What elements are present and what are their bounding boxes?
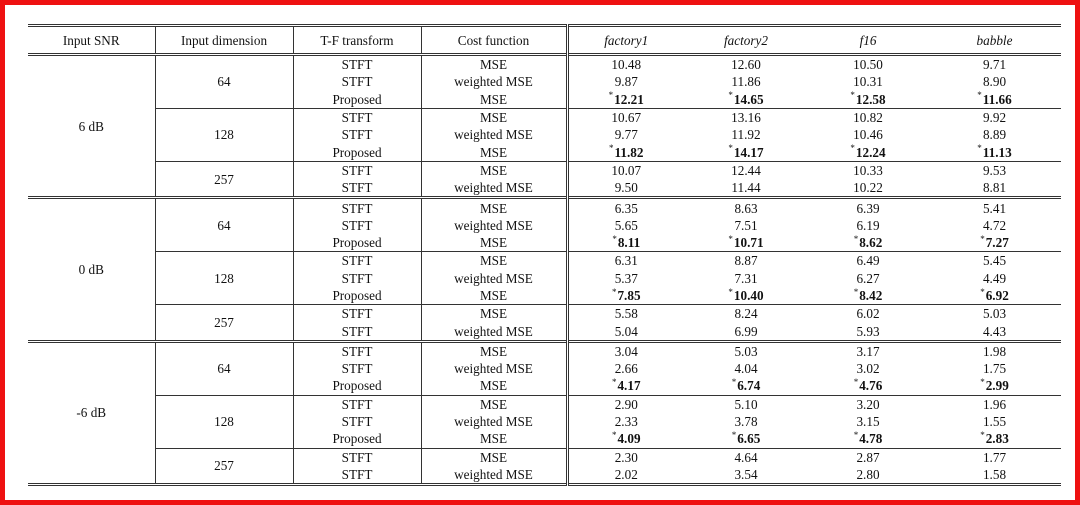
value-cell: 8.87	[684, 252, 808, 270]
value-text: 8.11	[617, 235, 641, 251]
cost-cell: MSE	[421, 305, 567, 323]
value-cell: 3.15	[856, 414, 880, 430]
value-cell: 6.27	[856, 270, 880, 286]
dimension-cell: 128	[155, 252, 293, 305]
best-marker: *	[608, 90, 614, 101]
cost-cell: weighted MSE	[421, 466, 567, 485]
cost-cell: weighted MSE	[421, 360, 567, 377]
value-cell: 10.48	[611, 57, 642, 73]
value-cell: 13.16	[684, 108, 808, 126]
value-cell: 2.90	[567, 395, 684, 413]
value-cell: 4.43	[982, 323, 1007, 339]
value-text: 6.92	[985, 288, 1009, 303]
best-marker: *	[609, 143, 614, 154]
value-cell: 4.64	[684, 448, 808, 466]
value-text: 11.66	[982, 91, 1012, 107]
value-cell	[567, 287, 684, 305]
transform-cell: STFT	[293, 395, 421, 413]
value-cell: 10.33	[808, 161, 928, 179]
transform-cell: STFT	[293, 217, 421, 234]
cost-cell: weighted MSE	[421, 126, 567, 143]
dimension-cell: 64	[155, 341, 293, 395]
value-text: 4.17	[617, 378, 641, 394]
cost-cell: MSE	[421, 234, 567, 252]
best-marker: *	[977, 143, 982, 154]
snr-cell: 0 dB	[28, 198, 155, 341]
best-marker: *	[612, 233, 617, 244]
best-marker: *	[977, 90, 982, 101]
cost-cell: MSE	[421, 341, 567, 360]
value-cell: 8.24	[684, 305, 808, 323]
value-cell: 2.80	[856, 466, 880, 482]
value-cell: 11.44	[731, 180, 761, 196]
value-cell: 8.63	[734, 200, 758, 216]
value-cell: 6.49	[808, 252, 928, 270]
value-text: 6.65	[737, 431, 761, 447]
dimension-cell: 128	[155, 395, 293, 448]
table-row	[28, 198, 1061, 217]
value-cell: 2.87	[808, 448, 928, 466]
best-marker: *	[980, 377, 985, 388]
cost-cell: MSE	[421, 448, 567, 466]
table-row	[28, 161, 1061, 179]
snr-cell: 6 dB	[28, 55, 155, 198]
transform-cell: STFT	[293, 341, 421, 360]
col-header-input-dimension: Input dimension	[155, 26, 293, 55]
table-row	[28, 252, 1061, 270]
value-cell: 5.41	[982, 200, 1007, 216]
value-cell	[928, 91, 1061, 109]
value-cell	[808, 234, 928, 252]
cost-cell: MSE	[421, 377, 567, 395]
value-cell: 9.50	[614, 180, 638, 196]
value-cell: 9.92	[928, 108, 1061, 126]
value-cell: 5.03	[928, 305, 1061, 323]
value-cell: 1.75	[982, 361, 1007, 377]
value-cell: 1.55	[982, 414, 1007, 430]
table-row	[28, 55, 1061, 74]
value-cell: 6.02	[808, 305, 928, 323]
value-text: 7.27	[985, 235, 1009, 251]
best-marker: *	[850, 143, 855, 154]
cost-cell: weighted MSE	[421, 413, 567, 430]
value-text: 12.24	[855, 144, 886, 160]
value-cell: 10.31	[853, 74, 883, 90]
transform-cell: STFT	[293, 73, 421, 90]
cost-cell: weighted MSE	[421, 179, 567, 198]
value-cell: 9.87	[614, 74, 638, 90]
cost-cell: MSE	[421, 430, 567, 448]
value-cell: 8.90	[982, 74, 1007, 90]
value-text: 6.74	[737, 378, 761, 394]
value-text: 4.76	[859, 378, 883, 394]
best-marker: *	[853, 233, 859, 244]
value-cell	[684, 287, 808, 305]
value-cell	[808, 91, 928, 109]
best-marker: *	[731, 377, 737, 388]
table-row	[28, 108, 1061, 126]
value-cell: 5.45	[928, 252, 1061, 270]
value-cell: 2.02	[614, 466, 638, 482]
table-row	[28, 448, 1061, 466]
value-cell: 12.44	[684, 161, 808, 179]
dimension-cell: 257	[155, 305, 293, 342]
value-cell: 3.20	[808, 395, 928, 413]
value-cell: 5.65	[614, 217, 638, 233]
value-cell: 1.98	[982, 343, 1007, 359]
value-cell: 2.33	[614, 414, 638, 430]
value-cell	[684, 143, 808, 161]
best-marker: *	[850, 90, 855, 101]
value-cell: 11.86	[731, 74, 761, 90]
value-text: 11.82	[614, 144, 644, 160]
value-cell: 8.89	[982, 127, 1007, 143]
value-text: 8.62	[859, 235, 883, 251]
best-marker: *	[853, 429, 859, 440]
value-cell	[567, 234, 684, 252]
transform-cell: Proposed	[293, 143, 421, 161]
value-text: 2.83	[985, 431, 1009, 447]
transform-cell: STFT	[293, 161, 421, 179]
value-cell: 4.04	[734, 361, 758, 377]
transform-cell: STFT	[293, 270, 421, 287]
value-cell: 3.17	[856, 343, 880, 359]
transform-cell: STFT	[293, 108, 421, 126]
value-cell: 5.04	[614, 323, 638, 339]
best-marker: *	[728, 143, 733, 154]
best-marker: *	[728, 286, 733, 297]
col-header-factory1: factory1	[604, 32, 649, 48]
value-text: 14.65	[733, 91, 764, 107]
cost-cell: weighted MSE	[421, 73, 567, 90]
value-cell: 7.51	[734, 217, 758, 233]
col-header-factory2: factory2	[724, 32, 768, 48]
value-cell: 3.02	[856, 361, 880, 377]
transform-cell: STFT	[293, 305, 421, 323]
cost-cell: MSE	[421, 91, 567, 109]
best-marker: *	[611, 429, 617, 440]
value-cell: 6.19	[856, 217, 880, 233]
value-cell: 10.67	[567, 108, 684, 126]
value-cell	[928, 143, 1061, 161]
value-cell: 12.60	[731, 57, 761, 73]
value-cell: 1.96	[928, 395, 1061, 413]
value-cell: 9.53	[928, 161, 1061, 179]
value-cell: 3.04	[614, 343, 638, 359]
dimension-cell: 128	[155, 108, 293, 161]
value-cell: 10.50	[853, 57, 883, 73]
value-cell: 2.30	[567, 448, 684, 466]
value-cell: 5.03	[734, 343, 758, 359]
value-cell	[567, 377, 684, 395]
dimension-cell: 64	[155, 55, 293, 109]
best-marker: *	[611, 286, 617, 297]
transform-cell: STFT	[293, 360, 421, 377]
value-text: 2.99	[985, 378, 1009, 394]
value-cell	[928, 234, 1061, 252]
value-cell	[567, 143, 684, 161]
transform-cell: Proposed	[293, 287, 421, 305]
cost-cell: weighted MSE	[421, 270, 567, 287]
value-cell: 5.58	[567, 305, 684, 323]
value-cell: 9.71	[982, 57, 1007, 73]
col-header-tf-transform: T-F transform	[293, 26, 421, 55]
best-marker: *	[728, 233, 733, 244]
value-cell: 6.39	[856, 200, 880, 216]
value-cell: 3.54	[734, 466, 758, 482]
transform-cell: Proposed	[293, 430, 421, 448]
value-cell: 10.07	[567, 161, 684, 179]
value-text: 10.71	[733, 235, 764, 251]
transform-cell: STFT	[293, 413, 421, 430]
value-text: 12.58	[855, 91, 886, 107]
snr-cell: -6 dB	[28, 341, 155, 484]
dimension-cell: 257	[155, 161, 293, 198]
value-cell	[684, 377, 808, 395]
results-table	[28, 24, 1061, 486]
value-cell: 1.77	[928, 448, 1061, 466]
col-header-babble: babble	[976, 32, 1013, 48]
value-cell: 6.35	[614, 200, 638, 216]
value-cell	[928, 287, 1061, 305]
value-cell: 1.58	[982, 466, 1007, 482]
transform-cell: STFT	[293, 466, 421, 485]
value-cell: 5.93	[856, 323, 880, 339]
value-text: 12.21	[614, 91, 644, 107]
cost-cell: MSE	[421, 395, 567, 413]
value-text: 4.09	[617, 431, 641, 447]
cost-cell: MSE	[421, 55, 567, 74]
best-marker: *	[728, 90, 733, 101]
value-cell: 9.77	[614, 127, 638, 143]
cost-cell: MSE	[421, 252, 567, 270]
value-cell: 4.49	[982, 270, 1007, 286]
best-marker: *	[731, 429, 737, 440]
best-marker: *	[611, 377, 617, 388]
transform-cell: Proposed	[293, 377, 421, 395]
transform-cell: STFT	[293, 126, 421, 143]
value-cell	[684, 234, 808, 252]
value-cell: 6.31	[567, 252, 684, 270]
transform-cell: STFT	[293, 198, 421, 217]
value-text: 11.13	[982, 144, 1012, 160]
value-cell: 5.37	[614, 270, 638, 286]
value-text: 4.78	[859, 431, 883, 447]
value-cell: 3.78	[734, 414, 758, 430]
value-cell: 6.99	[734, 323, 758, 339]
table-row	[28, 341, 1061, 360]
cost-cell: weighted MSE	[421, 322, 567, 341]
best-marker: *	[980, 286, 985, 297]
value-cell: 8.81	[982, 180, 1007, 196]
cost-cell: MSE	[421, 161, 567, 179]
header-row	[28, 26, 1061, 55]
col-header-cost-function: Cost function	[421, 26, 567, 55]
value-text: 7.85	[617, 288, 641, 303]
table-row	[28, 395, 1061, 413]
value-cell	[808, 143, 928, 161]
value-cell	[928, 430, 1061, 448]
value-cell	[567, 91, 684, 109]
table-row	[28, 305, 1061, 323]
col-header-input-snr: Input SNR	[28, 26, 155, 55]
cost-cell: weighted MSE	[421, 217, 567, 234]
transform-cell: Proposed	[293, 234, 421, 252]
value-text: 14.17	[733, 144, 764, 160]
value-cell: 10.22	[853, 180, 883, 196]
value-cell: 7.31	[734, 270, 758, 286]
value-cell	[808, 430, 928, 448]
dimension-cell: 257	[155, 448, 293, 485]
cost-cell: MSE	[421, 143, 567, 161]
transform-cell: STFT	[293, 448, 421, 466]
results-body	[28, 55, 1061, 485]
transform-cell: STFT	[293, 179, 421, 198]
value-cell	[567, 430, 684, 448]
value-cell: 4.72	[982, 217, 1007, 233]
col-header-f16: f16	[859, 32, 877, 48]
best-marker: *	[853, 286, 859, 297]
value-cell	[684, 430, 808, 448]
value-text: 8.42	[859, 288, 883, 303]
transform-cell: STFT	[293, 252, 421, 270]
best-marker: *	[853, 377, 859, 388]
transform-cell: Proposed	[293, 91, 421, 109]
value-text: 10.40	[733, 288, 764, 303]
value-cell	[808, 377, 928, 395]
value-cell: 2.66	[614, 361, 638, 377]
best-marker: *	[980, 233, 985, 244]
value-cell	[684, 91, 808, 109]
best-marker: *	[980, 429, 985, 440]
value-cell: 10.82	[808, 108, 928, 126]
value-cell	[808, 287, 928, 305]
value-cell: 11.92	[731, 127, 761, 143]
dimension-cell: 64	[155, 198, 293, 252]
cost-cell: MSE	[421, 108, 567, 126]
cost-cell: MSE	[421, 287, 567, 305]
value-cell: 10.46	[853, 127, 883, 143]
cost-cell: MSE	[421, 198, 567, 217]
transform-cell: STFT	[293, 322, 421, 341]
value-cell	[928, 377, 1061, 395]
transform-cell: STFT	[293, 55, 421, 74]
value-cell: 5.10	[684, 395, 808, 413]
